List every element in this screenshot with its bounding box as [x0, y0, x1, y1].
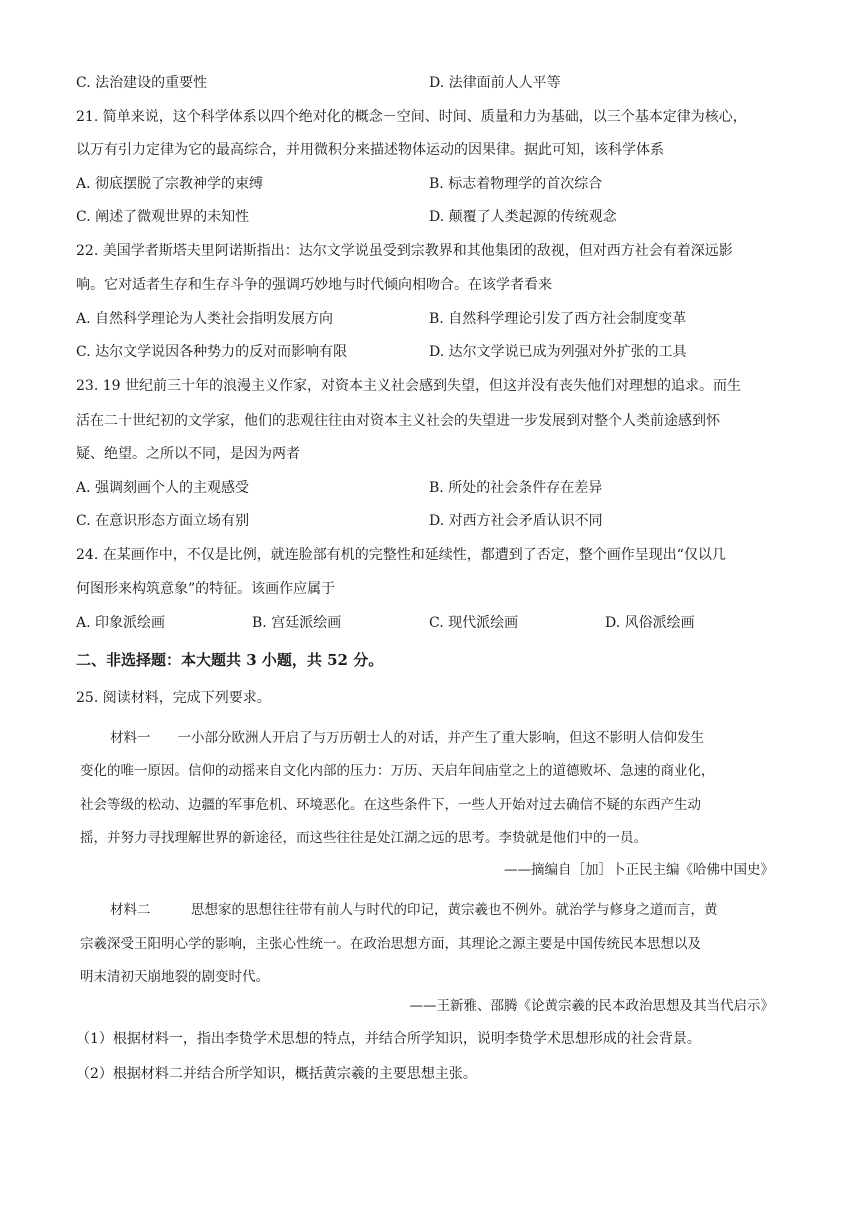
q25-requirement-2: （2）根据材料二并结合所学知识，概括黄宗羲的主要思想主张。: [76, 1066, 477, 1082]
q20-option-c: C. 法治建设的重要性: [76, 75, 208, 91]
section-heading: 二、非选择题：本大题共 3 小题，共 52 分。: [76, 651, 384, 669]
material-1-line-3: 社会等级的松动、边疆的军事危机、环境恶化。在这些条件下，一些人开始对过去确信不疑的东西产生动: [80, 797, 701, 813]
material-1-line-2: 变化的唯一原因。信仰的动摇来自文化内部的压力：万历、天启年间庙堂之上的道德败坏、急速的商业化，: [80, 763, 715, 779]
q20-option-d: D. 法律面前人人平等: [429, 75, 561, 91]
q24-option-d: D. 风俗派绘画: [605, 615, 695, 631]
q23-option-d: D. 对西方社会矛盾认识不同: [429, 513, 603, 529]
q23-stem-line-3: 疑、绝望。之所以不同，是因为两者: [76, 446, 300, 462]
material-1-source: ——摘编自［加］卜正民主编《哈佛中国史》: [504, 862, 774, 878]
q24-option-a: A. 印象派绘画: [76, 615, 166, 631]
q22-option-d: D. 达尔文学说已成为列强对外扩张的工具: [429, 344, 687, 360]
q25-intro: 25. 阅读材料，完成下列要求。: [76, 690, 271, 706]
q21-stem-line-1: 21. 简单来说，这个科学体系以四个绝对化的概念－空间、时间、质量和力为基础，以三个基本定律为核心，: [76, 109, 747, 125]
material-1-line-4: 摇，并努力寻找理解世界的新途径，而这些往往是处江湖之远的思考。李贽就是他们中的一员。: [80, 830, 647, 846]
q24-stem-line-1: 24. 在某画作中，不仅是比例，就连脸部有机的完整性和延续性，都遭到了否定，整个画作呈现出“仅以几: [76, 547, 726, 563]
q21-stem-line-2: 以万有引力定律为它的最高综合，并用微积分来描述物体运动的因果律。据此可知，该科学体系: [76, 142, 664, 158]
q22-option-c: C. 达尔文学说因各种势力的反对而影响有限: [76, 344, 348, 360]
q24-option-c: C. 现代派绘画: [429, 615, 519, 631]
material-1-line-1: 材料一 一小部分欧洲人开启了与万历朝士人的对话，并产生了重大影响，但这不影明人信仰发生: [110, 730, 704, 746]
material-2-line-2: 宗羲深受王阳明心学的影响，主张心性统一。在政治思想方面，其理论之源主要是中国传统民本思想以及: [80, 936, 701, 952]
material-2-source: ——王新雅、邵腾《论黄宗羲的民本政治思想及其当代启示》: [409, 998, 774, 1014]
q21-option-c: C. 阐述了微观世界的未知性: [76, 209, 250, 225]
q23-option-a: A. 强调刻画个人的主观感受: [76, 480, 250, 496]
q22-option-a: A. 自然科学理论为人类社会指明发展方向: [76, 311, 334, 327]
q21-option-a: A. 彻底摆脱了宗教神学的束缚: [76, 176, 264, 192]
q21-option-d: D. 颠覆了人类起源的传统观念: [429, 209, 617, 225]
q23-stem-line-1: 23. 19 世纪前三十年的浪漫主义作家，对资本主义社会感到失望，但这并没有丧失他们对理想的追求。而生: [76, 378, 741, 394]
material-2-line-3: 明末清初天崩地裂的剧变时代。: [80, 969, 269, 985]
q23-option-b: B. 所处的社会条件存在差异: [429, 480, 603, 496]
q24-stem-line-2: 何图形来构筑意象”的特征。该画作应属于: [76, 581, 336, 597]
q25-requirement-1: （1）根据材料一，指出李贽学术思想的特点，并结合所学知识，说明李贽学术思想形成的社会背景。: [76, 1031, 701, 1047]
q22-stem-line-2: 响。它对适者生存和生存斗争的强调巧妙地与时代倾向相吻合。在该学者看来: [76, 277, 552, 293]
q22-stem-line-1: 22. 美国学者斯塔夫里阿诺斯指出：达尔文学说虽受到宗教界和其他集团的敌视，但对西方社会有着深远影: [76, 243, 733, 259]
q23-option-c: C. 在意识形态方面立场有别: [76, 513, 250, 529]
material-2-line-1: 材料二 思想家的思想往往带有前人与时代的印记，黄宗羲也不例外。就治学与修身之道而言，黄: [110, 902, 718, 918]
q24-option-b: B. 宫廷派绘画: [252, 615, 342, 631]
q21-option-b: B. 标志着物理学的首次综合: [429, 176, 603, 192]
q23-stem-line-2: 活在二十世纪初的文学家，他们的悲观往往由对资本主义社会的失望进一步发展到对整个人类前途感到怀: [76, 413, 720, 429]
q22-option-b: B. 自然科学理论引发了西方社会制度变革: [429, 311, 687, 327]
